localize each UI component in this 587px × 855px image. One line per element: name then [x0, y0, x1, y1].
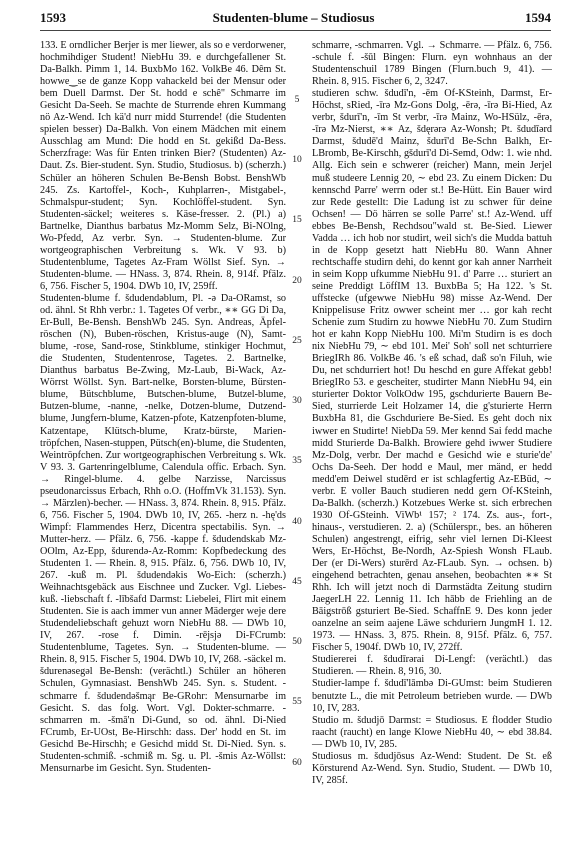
running-header [0, 10, 587, 30]
header-title: Studenten-blume – Studiosus [212, 10, 375, 25]
line-number: 55 [292, 697, 302, 707]
left-column [40, 40, 286, 775]
line-number: 20 [292, 276, 302, 286]
entry-studier-lampe: Studier-lampe f. šdudī'lāmbə Di-GUmst: beim Studieren benutzte L., die mit Petroleum betrieben wurde. — DWb 10, IV, 283. [312, 678, 552, 714]
entry-studieren: studieren schw. šdudī'n, -ēm Of-KSteinh, Darmst, Er-Höchst, sRied, -īrə Mz-Gons Dolg, -ērə, -īrə Bi-Hied, Az verbr, šdurī'n, -īm St verbr, -īrə Mainz, Wo-HSülz, -ērə, -īrə Mz-Nierst, ∗∗ Az, šdęrərə Az-Wonsh; Pt. šdudīərd Darmst, šdudē'd Mainz, šdurī'd Be-Schn Balkh, Er-LBromb, Be-Kirschh, gšdurī'd Di-Semd, Odw: 1. wie nhd. Allg. Eich sein e schwerer (reicher) Mann, mein Jerjel muß studeere Lennig 20, ∼ ebd 23. Zu einem Dicken: Du kennschd Parre' werrn oder st.! Be-Hütt. Ein Bauer wird zur Rede gestellt: Die Ladung ist zu schwer für deine Ochsen! — Dö härren se solle Parre' st.! Az-Wend. uff ebbes Be-Bensh, Rechdsou"wald st. Be-Sied. Liewer Vadda … ich hob nor studirt, weil sich's die Mudda battuh in de Kopp gesetzt hatt NiebHu 80. Wann Ahner rechtschaffe studirn dehi, do kennt gor kah anner Narrheit in seim Kopp ufkumme NiebHu 91. d' Parre … sturiert an seine Preddigt LöffIM 13. BuxbBa 5; Ha 122. 's St. uffstecke (ufgewwe NiebHu 98) misse Az-Wend. Der Knippelisuse Fritz owwer scheint mer … gor kah recht Schenie zum Studirn zu howwe NiebHu 70. Zum Studirn hot er kahn Kopp NiebHu 100. Mi'm Studirn is es doch nix NiebHu 79, ∼ ebd 101. Mei' Soh' soll net schturriere BriegIRh 86. VolkBe 46. 's eß schad, daß so'n Filuh, wie Du, net schdurriert hot! Du heschd en gure Affekat gebb! BriegIRo 53. e gescheiter, studirter Mann NiebHu 94, ein sturierter Doktor VolkOdw 195, gschdurierte Bauern Be-Sied, sturrierde Leit Holzamer 14, die g'sturierte Herrn BuxbHa 81, die Gschduriere Be-Sied. Es geht doch nix iwwer en Studirte! NiebDa 59. Mer kennd Sai fedd mache midd Sturierde Da-Balkh. Browiere gehd iwwer Studiere Mz-Dolg, verbr. Der machd e Gesichd wie e sturie'de' Ochs Da-Seeh. Der hodd e Maul, mer mänd, er hedd medd'em Deiwel studērd er ist schlagfertig Az-EBüd, ∼ verbr. E voller Bauch studieren nedd gern Of-KSteinh, Da-Balkh. (scherzh.) Kotzebues Werke st. sich erbrechen 1930 Of-GSteinh. ViWb¹ 157; ² 174. Zs. aus-, fort-, hinaus-, verstudieren. 2. a) (Schülerspr., bes. an höheren Schulen) angestrengt, eifrig, sehr viel lernen Di-Kleest Wers, Er-Höchst, Be-Nordh, Az-Spiesh Wonsh FLaub. Der (er Di-Wers) sturērd Az-FLaub. Syn. → ochsen. b) eingehend betrachten, genau ansehen, beobachten ∗∗ St Rhh. Ich will jetzt noch di Darmstädta Zeitung studirn JaegerLH 22. Lennig 11. Ich hābb de Friehling an de Bāigstrōß gsturiert Be-Sied. SchaffnE 9. Des konn jeder oanzelne an seim aajene Läwe schduriern JungmH 1. 12. 1973. — HNass. 3, 875. Rhein. 8, 915f. Pfälz. 6, 757. Fischer 5, 1904f. DWb 10, IV, 272ff. [312, 88, 552, 654]
line-number: 25 [292, 336, 302, 346]
header-rule [40, 30, 551, 31]
line-number: 30 [292, 396, 302, 406]
page-number-right: 1594 [525, 10, 551, 25]
line-number: 60 [292, 758, 302, 768]
line-number: 35 [292, 456, 302, 466]
line-number: 10 [292, 155, 302, 165]
entry-studio: Studio m. šdudjō Darmst: = Studiosus. E flodder Studio raacht (raucht) en lange Klowe NiebHu 40, ∼ ebd 38.84. — DWb 10, IV, 285. [312, 714, 552, 750]
entry-studenten-blume: Studenten-blume f. šdudendəblum, Pl. -ə Da-ORamst, so od. ähnl. St Rhh verbr.: 1. Tagetes Of verbr., ∗∗ GG Di Da, Er-Bull, Be-Bensh. BenshWb 245. Syn. Andreas, Äpfel-röschen (N), Buben-röschen, Kristus-auge (N), Samt-blume, -rose, Sand-rose, Stinkblume, stinkiger Hochmut, die Studenten, Studentenrose, Tagetes. 2. Bartnelke, Dianthus barbatus Be-Zwing, Mz-Laub, Bi-Wack, Az-Wörrst Wöllst. Syn. Bart-nelke, Borsten-blume, Bürsten-blume, Bütschblume, Butschen-blume, Butzel-blume, Butzen-blume, -nanne, -nelke, Dotzen-blume, Dutzend-blume, Jungfern-blume, Katzen-pfote, Katzenpfoten-blume, Katzentape, Klütsch-blume, Kratz-bürste, Marien-tröpfchen, Nasen-stuppen, Pütsch(en)-blume, die Studenten, Weintröpfchen. Zur wortgeographischen Verbreitung s. Wk. V 93. 3. Gartenringelblume, Calendula offic. Erbach. Syn. → Ringel-blume. 4. gelbe Narzisse, Narcissus pseudonarcissus Erbach, Rhh o.O. (HoffmVk 31.153). Syn. → Märzlen)-becher. — HNass. 3, 874. Rhein. 8, 915. Pfälz. 6, 756. Fischer 5, 1904. DWb 10, IV, 265. -herz n. -hę'ds Wimpf: Flammendes Herz, Dicentra spectabilis. Syn. → Mutter-herz. — Pfälz. 6, 756. -kappe f. šdudendskab Mz-OOlm, Az-Epp, šdurendə-Az-Romm: Kopfbedeckung des Studenten 1. — Rhein. 8, 915. Pfälz. 6, 756. DWb 10, IV, 267. -kuß m. Pl. šdudendəkis Wo-Eich: (scherzh.) Weihnachtsgebäck aus Eischnee und Zucker. Vgl. Liebes-kuß. -liebschaft f. -lībšafd Darmst: Liebelei, Flirt mit einem Studenten. Sie is aach immer vun anner Mäderger weje dere Studendeliebschaft gehuzt worn NiebHu 88. — DWb 10, IV, 267. -rose f. Dimin. -rējsjə Di-FCrumb: Studentenblume, Tagetes. Syn. → Studenten-blume. — Rhein. 8, 915. Fischer 5, 1904. DWb 10, IV, 268. -säckel m. šdurenəsegəl Be-Bensh: (verächtl.) Schüler an höheren Schulen, Gymnasiast. BenshWb 245. Syn. s. Student. -schmarre f. šdudendəšmąr Be-GRohr: Mensurnarbe im Gesicht. S. das folg. Wort. Vgl. Dokter-schmarre. -schmarren m. -šmā'n Di-Gund, so od. ähnl. Di-Nied FCrumb, Er-UOst, Be-Hirschh: dass. Der' hodd en St. im Gesichd Be-Hirschh; e Gesichd midd St. Di-Nied. Syn. s. Studenten-schmiß. -schmiß m. Sg. u. Pl. -šmis Az-Wöllst: Mensurnarbe im Gesicht. Syn. Studenten- [40, 292, 286, 774]
line-number: 5 [294, 95, 300, 105]
line-number: 45 [292, 577, 302, 587]
line-number: 50 [292, 637, 302, 647]
entry-student-end: 133. E orndlicher Berjer is mer liewer, als so e verdorwener, hochmihdiger Student! NiebHu 39. e durchgefallener St. Da-Balkh. Pimm 1, 14. BuxbMo 162. VolkBe 46. Dêm St. howwe‿se de ganze Kopp vahackeld bei der Mensur oder bem Duell Darmst. Der St. hodd e schê" Schmarre im Gesicht Da-Seeh. Se machte de Sturrende ehren Kummang nö Az-Wend. Ich kä'd nurr midd Sturrende! (die Studenten spielen besser) Da-Balkh. Von einem Mädchen mit einem Ausschlag am Mund: Die hodd en St. gekißd Da-Bess. Scherzfrage: Was für Enten trinken Bier? (Studenten) Az-Daut. Zs. Bier-student. Syn. Studio, Studiosus. b) (scherzh.) Schüler an höheren Schulen Be-Bensh Bobst. BenshWb 245. Zs. Kartoffel-, Koch-, Kuhplarren-, Mistgabel-, Schmalspur-student; Syn. Kochlöffel-student. Syn. Studenten-säckel; weiteres s. Käse-fresser. 2. (Pl.) a) Bartnelke, Dianthus barbatus Mz-Momm Selz, Bi-NOlng, Wo-Pfedd, Az verbr. Syn. → Studenten-blume. Zur wortgeographischen Verbreitung s. Wk. V 93. b) Studentenblume, Tagetes Az-Fram Wöllst Sief. Syn. → Studenten-blume. — HNass. 3, 874. Rhein. 8, 914f. Pfälz. 6, 756. Fischer 5, 1904. DWb 10, IV, 259ff. [40, 40, 286, 292]
entry-studiosus: Studiosus m. šdudjōsus Az-Wend: Student. De St. eß Körsturend Az-Wend. Syn. Studio, Student. — DWb 10, IV, 285f. [312, 750, 552, 786]
entry-studiererei: Studiererei f. šdudīrərai Di-Lengf: (verächtl.) das Studieren. — Rhein. 8, 916, 30. [312, 654, 552, 678]
page-number-left: 1593 [40, 10, 66, 25]
line-number: 40 [292, 517, 302, 527]
entry-schmarre-continuation: schmarre, -schmarren. Vgl. → Schmarre. — Pfälz. 6, 756. -schule f. -šūl Bingen: Flurn. eyn wohnhaus an der Studentenschuil 1789 Bingen (Flurn.buch 9, 41). — Rhein. 8, 915. Fischer 6, 2, 3247. [312, 40, 552, 88]
right-column [312, 40, 552, 787]
line-number: 15 [292, 215, 302, 225]
